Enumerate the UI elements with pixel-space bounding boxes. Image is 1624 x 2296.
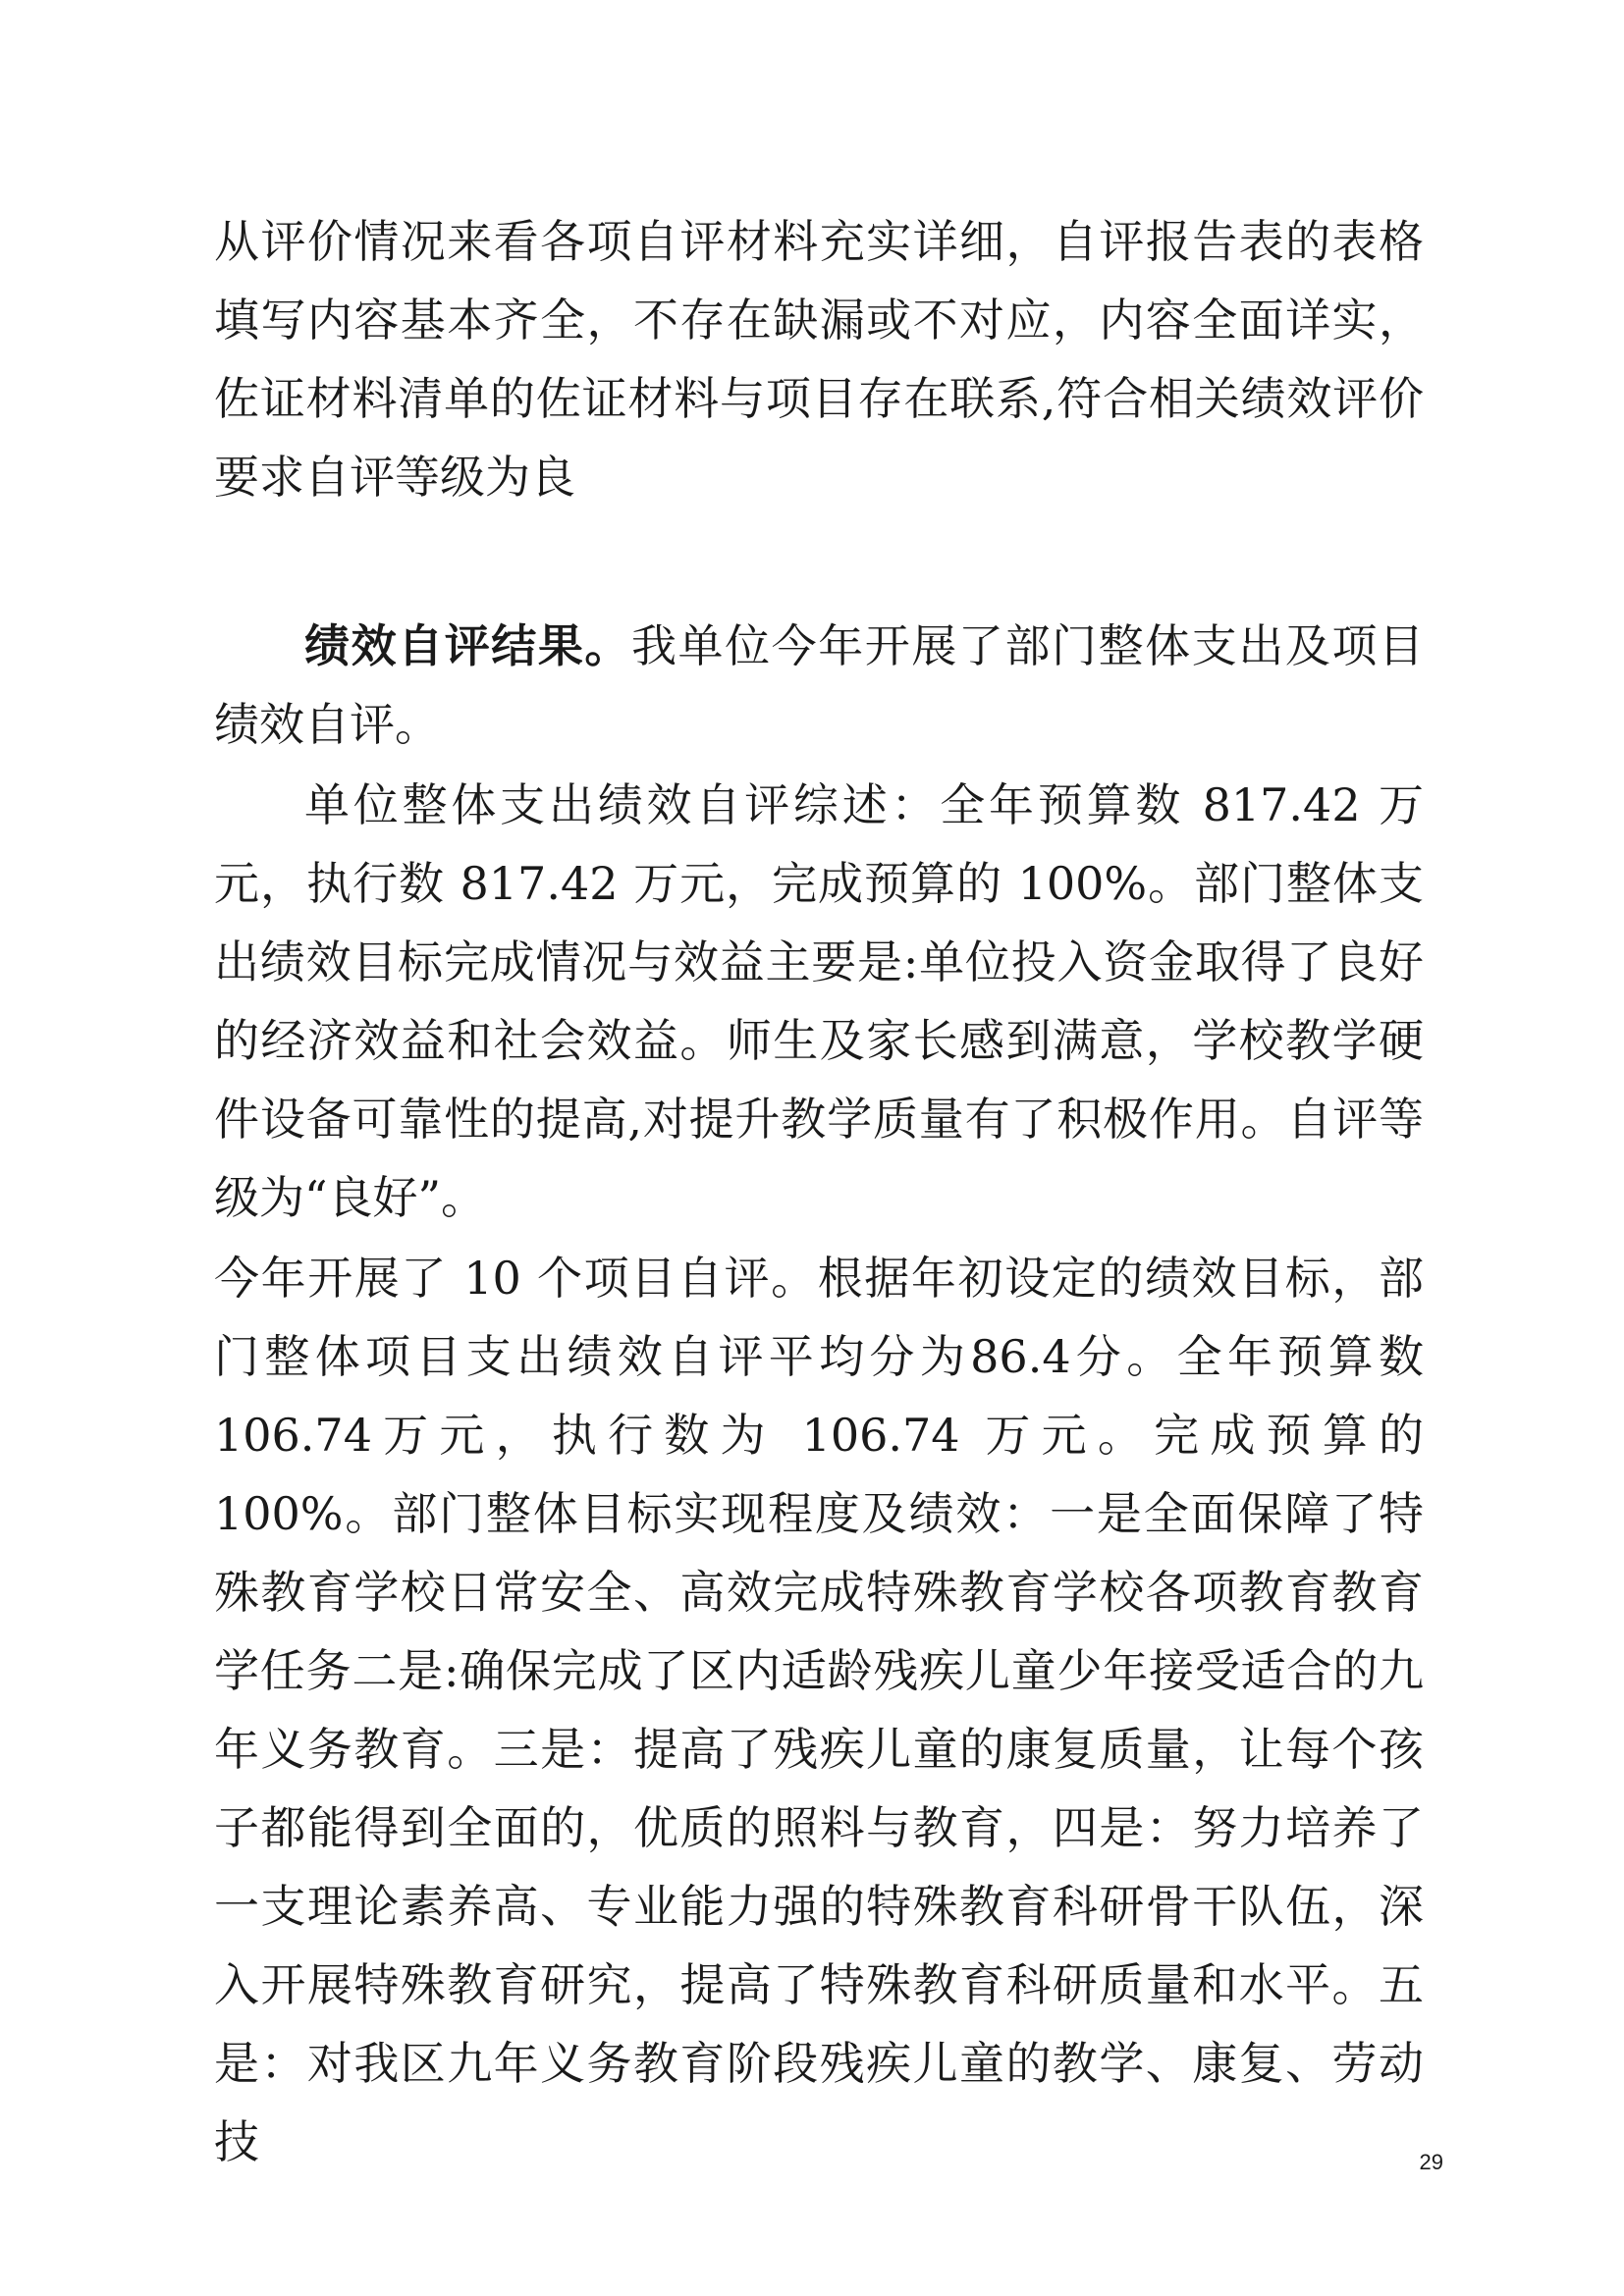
paragraph-text: 从评价情况来看各项自评材料充实详细，自评报告表的表格填写内容基本齐全，不存在缺漏或不对应，内容全面详实，佐证材料清单的佐证材料与项目存在联系,符合相关绩效评价要求自评等级为良 bbox=[214, 215, 1424, 504]
paragraph-overall-expenditure bbox=[214, 766, 1424, 1237]
paragraph-evaluation-summary bbox=[214, 202, 1424, 516]
paragraph-project-evaluation bbox=[214, 1239, 1424, 2181]
paragraph-self-evaluation-result bbox=[214, 607, 1424, 764]
page-number: 29 bbox=[1419, 2150, 1443, 2174]
section-heading: 绩效自评结果。 bbox=[304, 619, 631, 672]
paragraph-text: 今年开展了 10 个项目自评。根据年初设定的绩效目标，部门整体项目支出绩效自评平均分为86.4分。全年预算数106.74万元，执行数为 106.74 万元。完成预算的 100%。部门整体目标实现程度及绩效：一是全面保障了特殊教育学校日常安全、高效完成特殊教育学校各项教育教育学任务二是:确保完成了区内适龄残疾儿童少年接受适合的九年义务教育。三是：提高了残疾儿童的康复质量，让每个孩子都能得到全面的，优质的照料与教育，四是：努力培养了一支理论素养高、专业能力强的特殊教育科研骨干队伍，深入开展特殊教育研究，提高了特殊教育科研质量和水平。五是：对我区九年义务教育阶段残疾儿童的教学、康复、劳动技 bbox=[214, 1252, 1424, 2168]
paragraph-text: 我单位今年开展了部门整体支出及项目绩效自评。 bbox=[214, 619, 1425, 751]
paragraph-text: 单位整体支出绩效自评综述：全年预算数 817.42 万元，执行数 817.42 万元，完成预算的 100%。部门整体支出绩效目标完成情况与效益主要是:单位投入资金取得了良好的经济效益和社会效益。师生及家长感到满意，学校教学硬件设备可靠性的提高,对提升教学质量有了积极作用。自评等级为“良好”。 bbox=[214, 778, 1424, 1224]
